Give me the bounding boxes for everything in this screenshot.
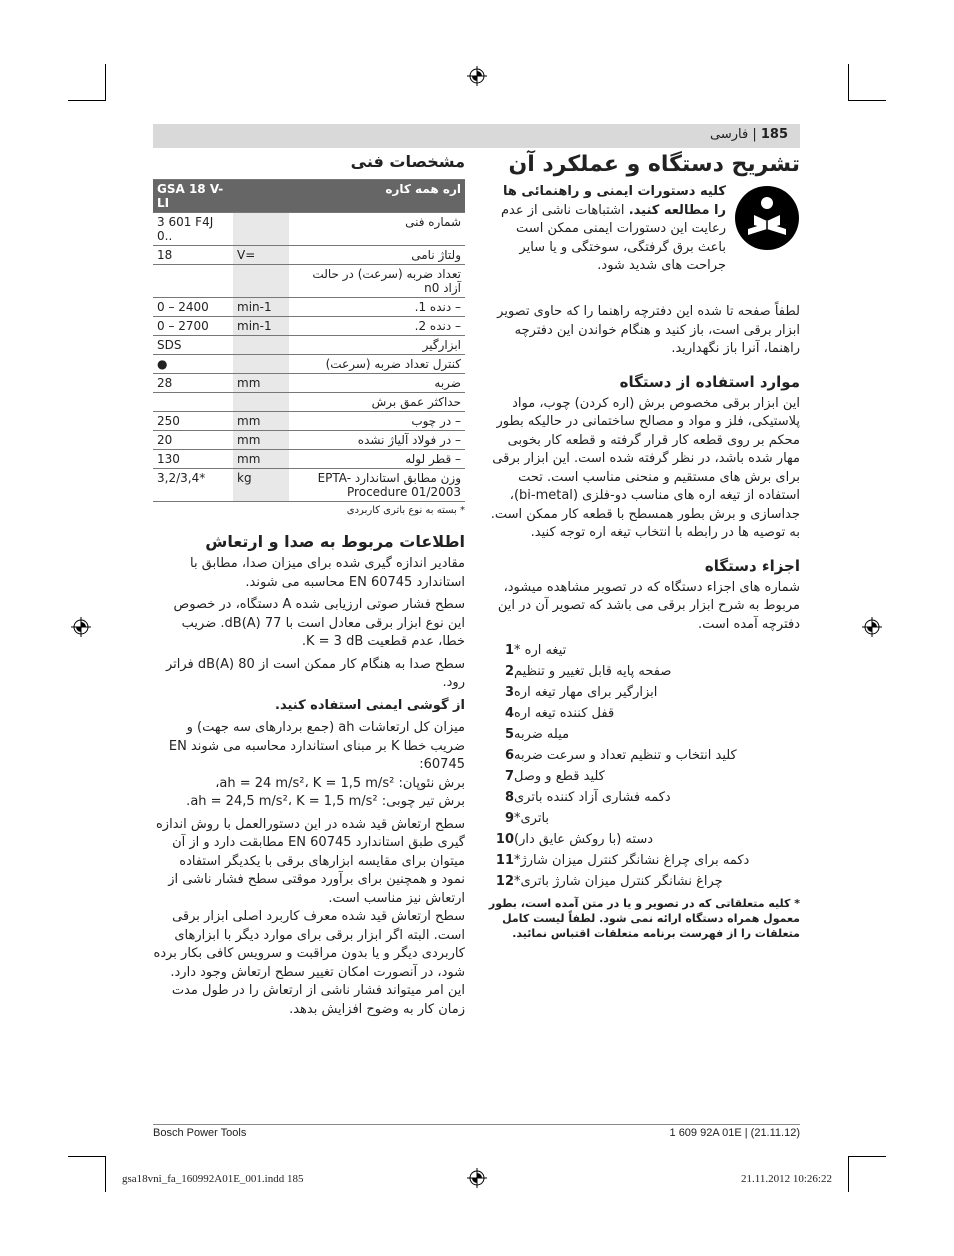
- spec-table-header: [153, 180, 465, 213]
- usage-text: این ابزار برقی مخصوص برش (اره کردن) چوب، مواد پلاستیکی، فلز و مواد و مصالح ساختمانی در حالیکه بطور محکم بر روی قطعه کار قرار گرفته و قطعه کار بخوبی مهار شده باشد، در نظر گرفته شده است. این ابزار برقی برای برش های مستقیم و منحنی مناسب است. تحت استفاده از تیغه اره های مناسب دو-فلزی (bi-metal)، جداسازی و برش بطور همسطح با قطعه کار ممکن است. به توصیه ها در رابطه با انتخاب تیغه اره توجه کنید.: [490, 395, 800, 540]
- part-number: 12: [495, 874, 514, 889]
- part-label: تیغه اره *: [514, 643, 567, 658]
- parts-list-item: [488, 808, 800, 829]
- part-number: 2: [504, 664, 514, 679]
- spec-row: [153, 336, 465, 355]
- spec-value: [153, 393, 233, 412]
- spec-value: 20: [153, 431, 233, 450]
- spec-heading: مشخصات فنی: [350, 152, 465, 171]
- registration-mark-icon: [862, 617, 882, 637]
- parts-list: [488, 640, 800, 892]
- vibration-value: برش نئوپان: ah = 24 m/s²، K = 1,5 m/s²،: [215, 775, 465, 791]
- spec-label: – دنده 2.: [289, 317, 465, 336]
- registration-mark-icon: [71, 617, 91, 637]
- parts-list-item: [488, 640, 800, 661]
- spec-unit: [233, 355, 289, 374]
- spec-row: [153, 450, 465, 469]
- page-header: [153, 124, 800, 148]
- spec-unit: [233, 336, 289, 355]
- spec-row: [153, 393, 465, 412]
- part-label: باتری*: [514, 811, 550, 826]
- part-label: میله ضربه: [514, 727, 570, 742]
- part-number: 5: [504, 727, 514, 742]
- spec-value: SDS: [153, 336, 233, 355]
- spec-label: – در چوب: [289, 412, 465, 431]
- spec-label: حداکثر عمق برش: [289, 393, 465, 412]
- registration-mark-icon: [467, 66, 487, 86]
- spec-row: [153, 374, 465, 393]
- spec-label: ابزارگیر: [289, 336, 465, 355]
- crop-mark: [848, 100, 886, 101]
- crop-mark: [68, 1156, 106, 1157]
- spec-row: [153, 355, 465, 374]
- spec-value: 250: [153, 412, 233, 431]
- part-number: 1: [504, 643, 514, 658]
- spec-row: [153, 431, 465, 450]
- part-number: 3: [504, 685, 514, 700]
- part-label: دسته (با روکش عایق دار): [514, 832, 654, 847]
- spec-unit: mm: [233, 374, 289, 393]
- spec-value: [153, 265, 233, 298]
- crop-mark: [105, 64, 106, 100]
- spec-row: [153, 265, 465, 298]
- main-column: [488, 152, 800, 941]
- spec-row: [153, 469, 465, 502]
- spec-value: 0 – 2700: [153, 317, 233, 336]
- read-manual-icon: [734, 185, 800, 251]
- safety-warning-text: اشتباهات ناشی از عدم رعایت این دستورات ایمنی ممکن است باعث برق گرفتگی، سوختگی و یا سایر جراحت های شدید شود.: [500, 202, 726, 273]
- spec-row: [153, 412, 465, 431]
- header-separator: |: [752, 127, 757, 142]
- spec-value: ●: [153, 355, 233, 374]
- page-number: 185: [760, 127, 788, 142]
- crop-mark: [848, 64, 849, 100]
- vibration-paragraph: سطح ارتعاش قید شده معرف کاربرد اصلی ابزار برقی است. البته اگر ابزار برقی برای موارد دیگر با ابزارهای کاربردی دیگر و یا بدون مراقبت و سرویس کافی بکار برده شود، در آنصورت امکان تغییر سطح ارتعاش وجود دارد. این امر میتواند فشار ناشی از ارتعاش را در طول مدت زمان کار به وضوح افزایش بدهد.: [153, 909, 465, 1017]
- footer-brand: Bosch Power Tools: [153, 1127, 247, 1139]
- parts-list-item: [488, 745, 800, 766]
- spec-value: 130: [153, 450, 233, 469]
- part-label: ابزارگیر برای مهار تیغه اره: [514, 685, 658, 700]
- part-label: چراغ نشانگر کنترل میزان شارژ باتری*: [514, 874, 723, 889]
- spec-label: – در فولاد آلیاژ نشده: [289, 431, 465, 450]
- spec-unit: min-1: [233, 298, 289, 317]
- safety-block: [488, 183, 800, 295]
- spec-value: 18: [153, 246, 233, 265]
- part-number: 11: [495, 853, 514, 868]
- part-label: کلید قطع و وصل: [514, 769, 605, 784]
- parts-list-item: [488, 724, 800, 745]
- spec-value: 28: [153, 374, 233, 393]
- part-number: 8: [504, 790, 514, 805]
- parts-list-item: [488, 871, 800, 892]
- spec-unit: min-1: [233, 317, 289, 336]
- spec-value: 0 – 2400: [153, 298, 233, 317]
- parts-list-item: [488, 850, 800, 871]
- safety-text: [488, 183, 726, 276]
- spec-row: [153, 317, 465, 336]
- intro-text: لطفاً صفحه تا شده این دفترچه راهنما را که حاوی تصویر ابزار برقی است، باز کنید و هنگام خواندن این دفترچه راهنما، آنرا باز نگهدارید.: [497, 304, 800, 356]
- spec-row: [153, 213, 465, 246]
- noise-paragraph: سطح صدا به هنگام کار ممکن است از 80 dB(A) فراتر رود.: [165, 656, 465, 690]
- parts-list-item: [488, 787, 800, 808]
- crop-mark: [105, 1156, 106, 1192]
- usage-heading: موارد استفاده از دستگاه: [619, 372, 800, 391]
- spec-head-value: GSA 18 V-LI: [153, 180, 233, 213]
- spec-value: 3,2/3,4*: [153, 469, 233, 502]
- part-label: صفحه پایه قابل تغییر و تنظیم: [514, 664, 672, 679]
- spec-label: – دنده 1.: [289, 298, 465, 317]
- spec-unit: [233, 393, 289, 412]
- parts-list-item: [488, 829, 800, 850]
- safety-bold-text: کلیه دستورات ایمنی و راهنمائی ها را مطالعه کنید.: [503, 184, 726, 218]
- spec-label: ولتاژ نامی: [289, 246, 465, 265]
- spec-value: 3 601 F4J 0..: [153, 213, 233, 246]
- spec-unit: V=: [233, 246, 289, 265]
- spec-label: شماره فنی: [289, 213, 465, 246]
- spec-row: [153, 298, 465, 317]
- registration-mark-icon: [467, 1168, 487, 1188]
- spec-label: کنترل تعداد ضربه (سرعت): [289, 355, 465, 374]
- crop-mark: [68, 100, 106, 101]
- spec-unit: [233, 213, 289, 246]
- spec-label: وزن مطابق استاندارد EPTA-Procedure 01/2003: [289, 469, 465, 502]
- crop-mark: [848, 1156, 849, 1192]
- spec-unit: mm: [233, 450, 289, 469]
- spec-unit: mm: [233, 412, 289, 431]
- slug-file: gsa18vni_fa_160992A01E_001.indd 185: [122, 1173, 304, 1185]
- vibration-paragraph: سطح ارتعاش قید شده در این دستورالعمل با روش اندازه گیری طبق استاندارد EN 60745 مطابقت دارد و از آن میتوان برای مقایسه ابزارهای برقی با یکدیگر استفاده نمود و همچنین برای برآورد موقتی سطح فشار ناشی از ارتعاش نیز مناسب است.: [156, 816, 465, 906]
- spec-head-label: اره همه کاره: [289, 180, 465, 213]
- parts-note: * کلیه متعلقاتی که در تصویر و یا در متن آمده است، بطور معمول همراه دستگاه ارائه نمی شود. لطفاً لیست کامل متعلقات را از فهرست برنامه متعلقات اقتباس نمائید.: [488, 897, 800, 940]
- parts-list-item: [488, 703, 800, 724]
- part-number: 10: [495, 832, 514, 847]
- spec-unit: mm: [233, 431, 289, 450]
- noise-paragraph: سطح فشار صوتی ارزیابی شده A دستگاه، در خصوص این نوع ابزار برقی معادل است با 77 dB(A). ضریب خطا، عدم قطعیت K = 3 dB.: [173, 597, 465, 649]
- part-number: 4: [504, 706, 514, 721]
- parts-intro: شماره های اجزاء دستگاه که در تصویر مشاهده میشود، مربوط به شرح ابزار برقی می باشد که تصویر آن در این دفترچه آمده است.: [497, 579, 800, 632]
- noise-heading: اطلاعات مربوط به صدا و ارتعاش: [205, 532, 465, 551]
- part-label: دکمه برای چراغ نشانگر کنترل میزان شارژ*: [514, 853, 750, 868]
- parts-heading: اجزاء دستگاه: [704, 556, 800, 575]
- part-label: دکمه فشاری آزاد کننده باتری: [514, 790, 671, 805]
- header-language: فارسی: [710, 127, 749, 142]
- part-number: 6: [504, 748, 514, 763]
- part-label: کلید انتخاب و تنظیم تعداد و سرعت ضربه: [514, 748, 737, 763]
- page-title: تشریح دستگاه و عملکرد آن: [508, 152, 800, 177]
- part-number: 9: [504, 811, 514, 826]
- crop-mark: [848, 1156, 886, 1157]
- spec-footnote: * بسته به نوع باتری کاربردی: [153, 501, 465, 526]
- spec-unit: kg: [233, 469, 289, 502]
- parts-list-item: [488, 766, 800, 787]
- vibration-paragraph: میزان کل ارتعاشات ah (جمع بردارهای سه جهت) و ضریب خطا K بر مبنای استاندارد محاسبه می شوند EN 60745:: [168, 720, 465, 772]
- part-number: 7: [504, 769, 514, 784]
- spec-label: ضربه: [289, 374, 465, 393]
- noise-paragraph: مقادیر اندازه گیری شده برای میزان صدا، مطابق با استاندارد EN 60745 محاسبه می شوند.: [190, 556, 465, 590]
- side-column: [153, 152, 465, 1019]
- parts-list-item: [488, 661, 800, 682]
- spec-unit: [233, 265, 289, 298]
- spec-table: [153, 179, 465, 501]
- spec-label: تعداد ضربه (سرعت) در حالت آزاد n0: [289, 265, 465, 298]
- parts-list-item: [488, 682, 800, 703]
- footer-doc-number: 1 609 92A 01E | (21.11.12): [669, 1127, 800, 1139]
- part-label: قفل کننده تیغه اره: [514, 706, 615, 721]
- ear-protection-note: از گوشی ایمنی استفاده کنید.: [275, 697, 465, 713]
- spec-row: [153, 246, 465, 265]
- slug-date: 21.11.2012 10:26:22: [741, 1173, 832, 1185]
- vibration-value: برش تیر چوبی: ah = 24,5 m/s²، K = 1,5 m/s².: [186, 794, 465, 809]
- spec-label: – قطر لوله: [289, 450, 465, 469]
- footer-rule: [153, 1124, 800, 1125]
